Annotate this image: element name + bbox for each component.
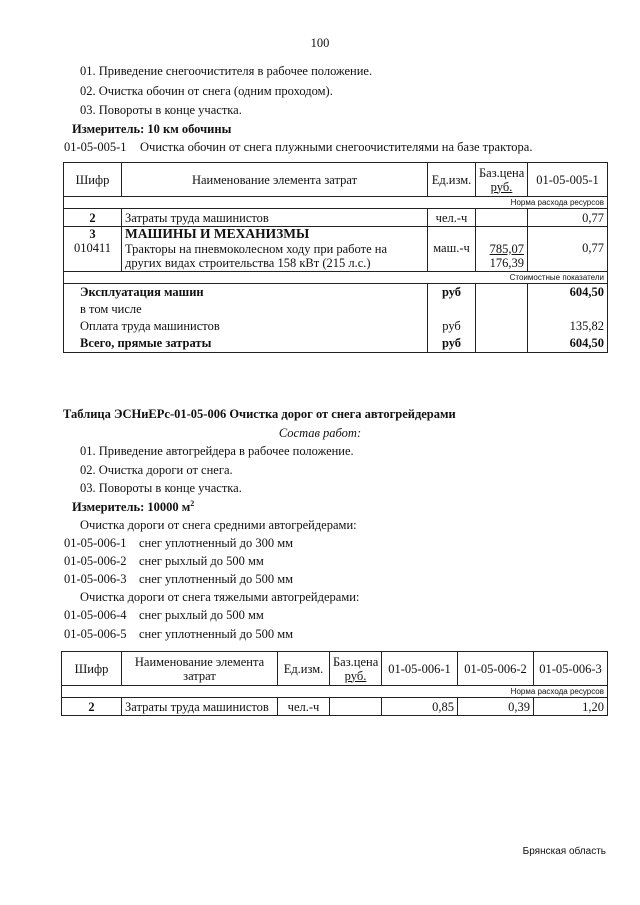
cost-value: 604,50 xyxy=(528,283,608,300)
cost-name: Всего, прямые затраты xyxy=(64,335,428,352)
resource-table-1 xyxy=(63,162,608,353)
row-unit: чел.-ч xyxy=(428,209,476,227)
row-price-line2: 176,39 xyxy=(489,255,524,270)
item-description: снег уплотненный до 500 мм xyxy=(139,572,294,586)
cost-name: в том числе xyxy=(64,300,428,317)
norm-label-row xyxy=(62,686,608,698)
norm-label: Норма расхода ресурсов xyxy=(64,197,608,209)
table-header-row xyxy=(64,163,608,197)
meter-text: Измеритель: 10000 м xyxy=(72,500,191,515)
row-price xyxy=(476,241,528,271)
item-code: 01-05-006-2 xyxy=(64,554,127,568)
cost-label: Стоимостные показатели xyxy=(64,271,608,283)
row-name-line2: других видах строительства 158 кВт (215 л.с.) xyxy=(125,255,371,270)
header-name: Наименование элемента затрат xyxy=(122,163,428,197)
cost-label-row xyxy=(64,271,608,283)
item-code: 01-05-006-3 xyxy=(64,572,127,586)
group-heading: Очистка дороги от снега средними автогрейдерами: xyxy=(80,518,357,532)
row-name: Затраты труда машинистов xyxy=(122,698,278,716)
cost-unit: руб xyxy=(428,317,476,335)
row-value: 0,77 xyxy=(528,241,608,271)
table-row xyxy=(64,209,608,227)
row-unit: чел.-ч xyxy=(278,698,330,716)
cost-row xyxy=(64,283,608,300)
header-code: Шифр xyxy=(64,163,122,197)
header-col-3: 01-05-006-3 xyxy=(534,652,608,686)
item-code: 01-05-006-5 xyxy=(64,627,127,641)
work-step: 03. Повороты в конце участка. xyxy=(80,103,242,117)
row-price-line1: 785,07 xyxy=(489,241,524,256)
header-col: 01-05-005-1 xyxy=(528,163,608,197)
row-unit: маш.-ч xyxy=(428,241,476,271)
row-value-1: 0,85 xyxy=(382,698,458,716)
table-title: Таблица ЭСНиЕРс-01-05-006 Очистка дорог от снега автогрейдерами xyxy=(63,407,456,421)
cost-value: 135,82 xyxy=(528,317,608,335)
cost-unit: руб xyxy=(428,283,476,300)
row-price xyxy=(476,209,528,227)
row-price xyxy=(330,698,382,716)
page-number: 100 xyxy=(310,36,330,50)
work-step: 01. Приведение автогрейдера в рабочее положение. xyxy=(80,444,354,458)
header-price-line1: Баз.цена xyxy=(479,165,525,180)
header-name-line1: Наименование элемента xyxy=(134,654,265,669)
table-header-row xyxy=(62,652,608,686)
cost-name: Эксплуатация машин xyxy=(64,283,428,300)
table-row xyxy=(64,241,608,271)
item-description: Очистка обочин от снега плужными снегоочистителями на базе трактора. xyxy=(140,140,533,154)
cost-unit: руб xyxy=(428,335,476,352)
header-name-line2: затрат xyxy=(183,668,216,683)
item-description: снег уплотненный до 300 мм xyxy=(139,536,294,550)
row-code: 2 xyxy=(64,209,122,227)
header-code: Шифр xyxy=(62,652,122,686)
row-code: 2 xyxy=(62,698,122,716)
header-price xyxy=(330,652,382,686)
meter-label: Измеритель: 10 км обочины xyxy=(72,122,232,136)
item-code: 01-05-006-1 xyxy=(64,536,127,550)
header-unit: Ед.изм. xyxy=(428,163,476,197)
table-row xyxy=(62,698,608,716)
header-name xyxy=(122,652,278,686)
work-composition-label: Состав работ: xyxy=(278,426,362,440)
header-price xyxy=(476,163,528,197)
norm-label-row xyxy=(64,197,608,209)
item-code: 01-05-005-1 xyxy=(64,140,127,154)
cost-value: 604,50 xyxy=(528,335,608,352)
row-code: 3 xyxy=(64,227,122,242)
header-price-line2: руб. xyxy=(490,179,513,194)
cost-row xyxy=(64,300,608,317)
meter-label xyxy=(72,499,194,515)
footer-region: Брянская область xyxy=(522,846,606,857)
row-name xyxy=(122,241,428,271)
group-heading: Очистка дороги от снега тяжелыми автогрейдерами: xyxy=(80,590,360,604)
item-description: снег рыхлый до 500 мм xyxy=(139,608,264,622)
cost-row xyxy=(64,317,608,335)
norm-label: Норма расхода ресурсов xyxy=(62,686,608,698)
row-name: МАШИНЫ И МЕХАНИЗМЫ xyxy=(122,227,428,242)
row-value-2: 0,39 xyxy=(458,698,534,716)
item-description: снег рыхлый до 500 мм xyxy=(139,554,264,568)
cost-row xyxy=(64,335,608,352)
row-value-3: 1,20 xyxy=(534,698,608,716)
header-unit: Ед.изм. xyxy=(278,652,330,686)
header-col-2: 01-05-006-2 xyxy=(458,652,534,686)
row-code: 010411 xyxy=(64,241,122,271)
row-name: Затраты труда машинистов xyxy=(122,209,428,227)
meter-superscript: 2 xyxy=(190,499,195,508)
resource-table-2 xyxy=(61,651,608,716)
header-price-line1: Баз.цена xyxy=(333,654,379,669)
row-value: 0,77 xyxy=(528,209,608,227)
header-price-line2: руб. xyxy=(344,668,367,683)
cost-name: Оплата труда машинистов xyxy=(64,317,428,335)
item-description: снег уплотненный до 500 мм xyxy=(139,627,294,641)
table-row xyxy=(64,227,608,242)
work-step: 03. Повороты в конце участка. xyxy=(80,481,242,495)
header-col-1: 01-05-006-1 xyxy=(382,652,458,686)
work-step: 01. Приведение снегоочистителя в рабочее положение. xyxy=(80,64,373,78)
work-step: 02. Очистка дороги от снега. xyxy=(80,463,233,477)
row-name-line1: Тракторы на пневмоколесном ходу при работе на xyxy=(125,241,387,256)
item-code: 01-05-006-4 xyxy=(64,608,127,622)
work-step: 02. Очистка обочин от снега (одним проходом). xyxy=(80,84,333,98)
